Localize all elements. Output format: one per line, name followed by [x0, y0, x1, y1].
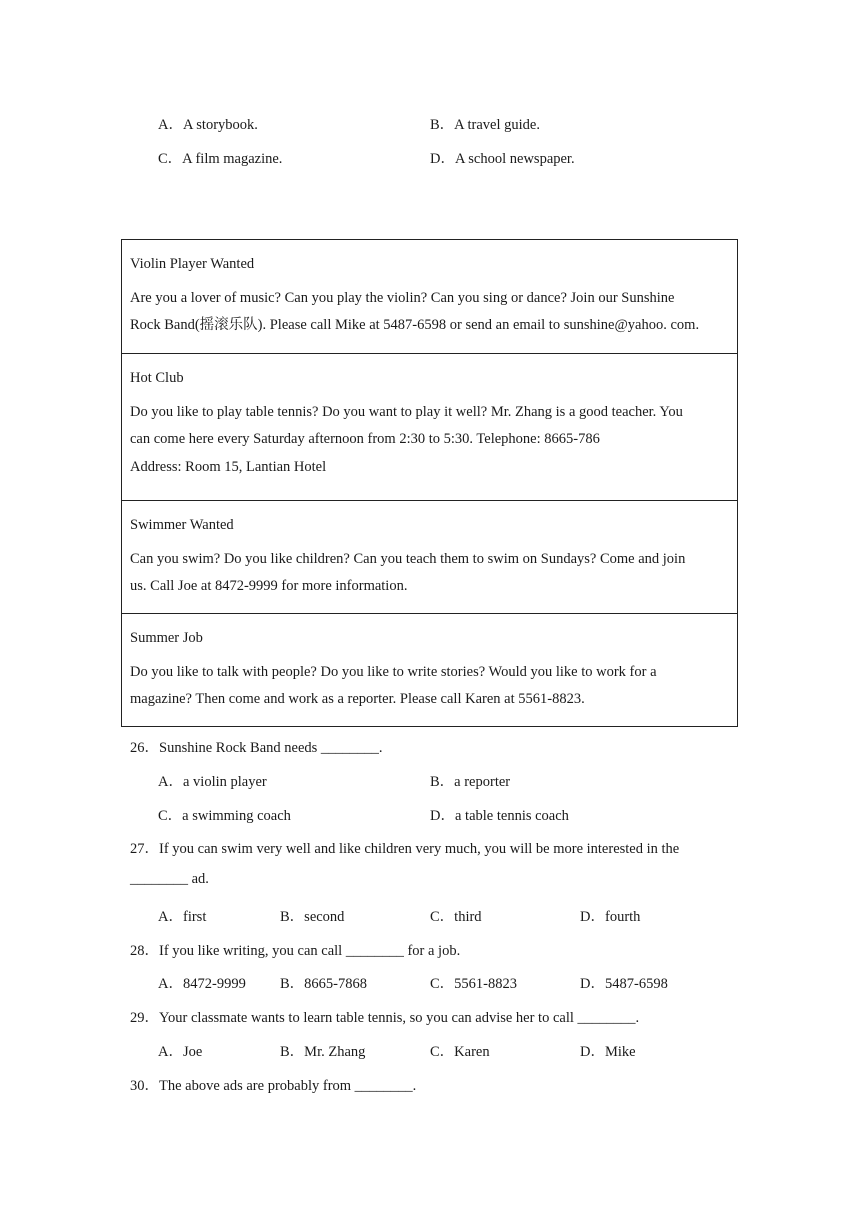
- option-d: D．A school newspaper.: [430, 151, 575, 167]
- ad-line: us. Call Joe at 8472-9999 for more information.: [130, 578, 408, 595]
- ad-line: Address: Room 15, Lantian Hotel: [130, 459, 327, 476]
- option-d: D．fourth: [580, 909, 641, 925]
- option-b: B．8665-7868: [280, 976, 368, 992]
- question-26-options-row-1: [0, 770, 860, 790]
- ad-title: Swimmer Wanted: [130, 517, 234, 533]
- ad-title: Violin Player Wanted: [130, 256, 255, 272]
- option-b: B．Mr. Zhang: [280, 1044, 366, 1060]
- prev-options-row-1: [0, 113, 860, 133]
- prev-options-row-2: [0, 147, 860, 167]
- question-27-stem-line-1: 27．If you can swim very well and like children very much, you will be more interested in the: [130, 841, 680, 857]
- ad-line: can come here every Saturday afternoon from 2:30 to 5:30. Telephone: 8665-786: [130, 431, 600, 448]
- option-a: A．a violin player: [158, 774, 267, 790]
- ad-line: magazine? Then come and work as a reporter. Please call Karen at 5561-8823.: [130, 691, 585, 708]
- option-a: A．A storybook.: [158, 117, 258, 133]
- option-c: C．Karen: [430, 1044, 490, 1060]
- ad-swimmer-wanted: [122, 501, 737, 614]
- option-d: D．a table tennis coach: [430, 808, 569, 824]
- ads-table: [121, 239, 738, 727]
- question-29-options: [0, 1040, 860, 1060]
- ad-summer-job: [122, 614, 737, 726]
- option-a: A．first: [158, 909, 207, 925]
- question-30-stem: 30．The above ads are probably from ________.: [130, 1078, 417, 1094]
- option-c: C．5561-8823: [430, 976, 518, 992]
- ad-violin-player: [122, 240, 737, 354]
- option-b: B．A travel guide.: [430, 117, 540, 133]
- ad-line: Do you like to play table tennis? Do you want to play it well? Mr. Zhang is a good teacher. You: [130, 403, 683, 420]
- option-d: D．5487-6598: [580, 976, 668, 992]
- option-c: C．A film magazine.: [158, 151, 283, 167]
- question-27-options: [0, 905, 860, 925]
- ad-title: Summer Job: [130, 630, 203, 646]
- option-a: A．Joe: [158, 1044, 203, 1060]
- ad-title: Hot Club: [130, 370, 184, 386]
- option-b: B．second: [280, 909, 345, 925]
- question-26-options-row-2: [0, 804, 860, 824]
- ad-line: Do you like to talk with people? Do you like to write stories? Would you like to work for a: [130, 663, 657, 680]
- ad-line: Can you swim? Do you like children? Can you teach them to swim on Sundays? Come and join: [130, 550, 686, 567]
- question-29-stem: 29．Your classmate wants to learn table tennis, so you can advise her to call ________.: [130, 1010, 640, 1026]
- question-26-stem: 26．Sunshine Rock Band needs ________.: [130, 740, 383, 756]
- option-c: C．third: [430, 909, 482, 925]
- question-27-stem-line-2: ________ ad.: [130, 871, 209, 887]
- ad-hot-club: [122, 354, 737, 501]
- option-a: A．8472-9999: [158, 976, 246, 992]
- question-28-stem: 28．If you like writing, you can call ________ for a job.: [130, 943, 461, 959]
- option-b: B．a reporter: [430, 774, 511, 790]
- option-c: C．a swimming coach: [158, 808, 291, 824]
- ad-line: Rock Band(摇滚乐队). Please call Mike at 5487-6598 or send an email to sunshine@yahoo. com.: [130, 317, 700, 334]
- option-d: D．Mike: [580, 1044, 636, 1060]
- ad-line: Are you a lover of music? Can you play the violin? Can you sing or dance? Join our Sunshine: [130, 289, 675, 306]
- question-28-options: [0, 972, 860, 992]
